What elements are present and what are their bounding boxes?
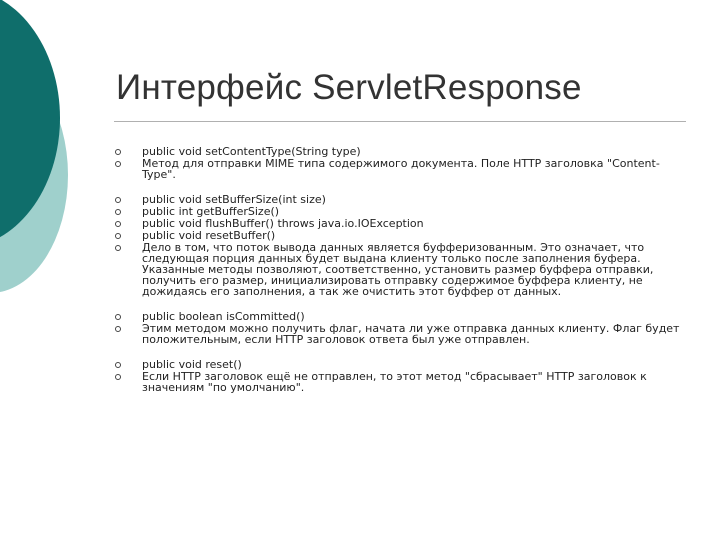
list-item [114,242,684,297]
list-item [114,158,684,180]
group-is-committed [114,311,684,345]
list-item-text: Метод для отправки MIME типа содержимого документа. Поле HTTP заголовка "Content-Type". [142,157,660,181]
list-item-text: Если HTTP заголовок ещё не отправлен, то этот метод "сбрасывает" HTTP заголовок к значениям "по умолчанию". [142,370,647,394]
bullet-icon [114,158,142,170]
list-item-text: public void setContentType(String type) [142,145,361,158]
slide-title: Интерфейс ServletResponse [116,68,582,107]
group-set-content-type [114,146,684,180]
list-item [114,323,684,345]
bullet-icon [114,194,142,206]
bullet-icon [114,218,142,230]
list-item-text: public void flushBuffer() throws java.io.IOException [142,217,424,230]
list-item-text: public void resetBuffer() [142,229,276,242]
bullet-icon [114,311,142,323]
list-item-text: public int getBufferSize() [142,205,280,218]
bullet-icon [114,359,142,371]
list-item [114,371,684,393]
bullet-icon [114,206,142,218]
list-item-text: public boolean isCommitted() [142,310,305,323]
group-buffer-methods [114,194,684,297]
list-item-text: public void reset() [142,358,242,371]
list-item-text: Этим методом можно получить флаг, начата ли уже отправка данных клиенту. Флаг будет положительным, если HTTP заголовок ответа был уже отправлен. [142,322,680,346]
bullet-icon [114,371,142,383]
bullet-icon [114,242,142,254]
bullet-icon [114,146,142,158]
bullet-icon [114,230,142,242]
bullet-icon [114,323,142,335]
list-item-text: Дело в том, что поток вывода данных является буфферизованным. Это означает, что следующая порция данных будет выдана клиенту только после заполнения буфера. Указанные методы позволяют, соответственно, установить размер буффера отправки, получить его размер, инициализировать отправку содержимое буффера клиенту, не дожидаясь его заполнения, а так же очистить этот буффер от данных. [142,241,654,298]
slide-content [114,146,684,393]
group-reset [114,359,684,393]
title-divider [114,121,686,122]
list-item-text: public void setBufferSize(int size) [142,193,326,206]
